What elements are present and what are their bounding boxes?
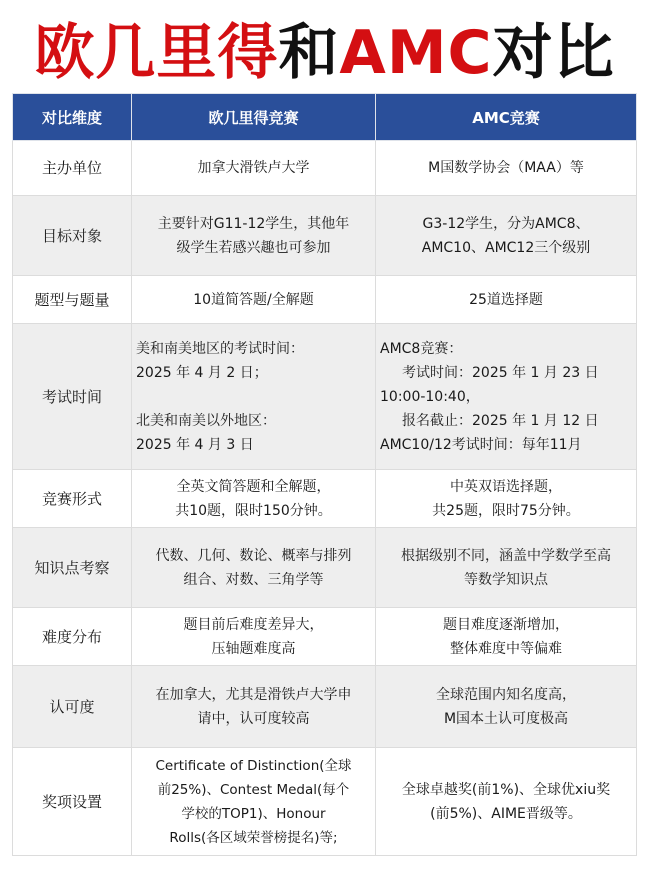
row-label: 主办单位 [13,141,132,196]
cell-line: 根据级别不同，涵盖中学数学至高 [401,547,611,564]
cell-line: M国数学协会（MAA）等 [428,160,584,176]
amc-cell [376,528,637,608]
table-row [13,276,637,324]
cell-line: 全球卓越奖(前1%)、全球优xiu奖 [401,781,611,798]
cell-line: 组合、对数、三角学等 [183,571,324,588]
cell-line: 加拿大滑铁卢大学 [197,160,310,176]
title-part-2: 和 [278,18,340,88]
amc-cell [376,196,637,276]
cell-line: 2025 年 4 月 3 日 [136,436,254,453]
row-label: 奖项设置 [13,748,132,856]
cell-line: 全球范围内知名度高， [436,686,576,703]
row-label: 目标对象 [13,196,132,276]
euclid-cell [132,141,376,196]
euclid-cell [132,196,376,276]
title-part-1: 欧几里得 [34,18,279,88]
row-label: 认可度 [13,666,132,748]
euclid-cell [132,276,376,324]
header-dimension: 对比维度 [13,94,132,141]
cell-line: 在加拿大，尤其是滑铁卢大学申 [155,686,352,703]
euclid-cell [132,608,376,666]
cell-line: 题目前后难度差异大， [183,616,324,633]
table-row [13,748,637,856]
amc-cell [376,324,637,470]
cell-line: 代数、几何、数论、概率与排列 [155,547,352,564]
table-row [13,666,637,748]
title-part-3: AMC [339,18,493,88]
row-label: 考试时间 [13,324,132,470]
row-label: 难度分布 [13,608,132,666]
cell-line: 25道选择题 [469,291,543,308]
cell-line: AMC8竞赛： [380,340,463,357]
cell-line: 前25%)、Contest Medal(每个 [157,781,350,798]
row-label: 竞赛形式 [13,470,132,528]
amc-cell [376,748,637,856]
row-label: 知识点考察 [13,528,132,608]
euclid-cell [132,666,376,748]
cell-line: 中英双语选择题， [450,478,562,495]
table-row [13,196,637,276]
cell-line: 题目难度逐渐增加， [443,616,569,633]
cell-line: M国本土认可度极高 [443,710,569,727]
cell-line: Rolls(各区域荣誉榜提名)等; [169,829,338,846]
table-row [13,141,637,196]
cell-line: 全英文简答题和全解题， [176,478,331,495]
amc-cell [376,666,637,748]
table-row [13,608,637,666]
cell-line: 10:00-10:40， [380,388,480,405]
euclid-cell [132,470,376,528]
cell-line: 整体难度中等偏难 [450,640,562,657]
cell-line: 北美和南美以外地区： [136,412,276,429]
euclid-cell [132,528,376,608]
cell-line: AMC10、AMC12三个级别 [421,239,591,256]
cell-line: 美和南美地区的考试时间： [136,340,304,357]
amc-cell [376,141,637,196]
table-row [13,324,637,470]
table-row [13,470,637,528]
amc-cell [376,470,637,528]
euclid-cell [132,324,376,470]
cell-line: 2025 年 4 月 2 日； [136,364,268,381]
amc-cell [376,608,637,666]
cell-line: 请中，认可度较高 [197,710,310,727]
cell-line: 学校的TOP1)、Honour [181,805,326,822]
cell-line: Certificate of Distinction(全球 [155,757,352,774]
euclid-cell [132,748,376,856]
title-part-4: 对比 [492,18,615,88]
comparison-table [12,93,637,856]
cell-line: 等数学知识点 [464,571,548,588]
table-header-row [13,94,637,141]
header-euclid: 欧几里得竞赛 [132,94,376,141]
cell-gap [136,385,371,409]
cell-line: 级学生若感兴趣也可参加 [176,239,331,256]
row-label: 题型与题量 [13,276,132,324]
cell-line: (前5%)、AIME晋级等。 [430,805,582,822]
cell-line: 共10题，限时150分钟。 [175,502,332,519]
cell-line: 10道简答题/全解题 [193,291,314,308]
cell-line: AMC10/12考试时间：每年11月 [380,436,582,453]
cell-line: 共25题，限时75分钟。 [432,502,580,519]
cell-line: 压轴题难度高 [211,640,296,657]
amc-cell [376,276,637,324]
table-row [13,528,637,608]
cell-line: 报名截止：2025 年 1 月 12 日 [402,412,599,429]
cell-line: 主要针对G11-12学生，其他年 [157,215,350,232]
cell-line: G3-12学生，分为AMC8、 [422,215,590,232]
cell-line: 考试时间：2025 年 1 月 23 日 [402,364,599,381]
page-title [0,14,649,92]
header-amc: AMC竞赛 [376,94,637,141]
